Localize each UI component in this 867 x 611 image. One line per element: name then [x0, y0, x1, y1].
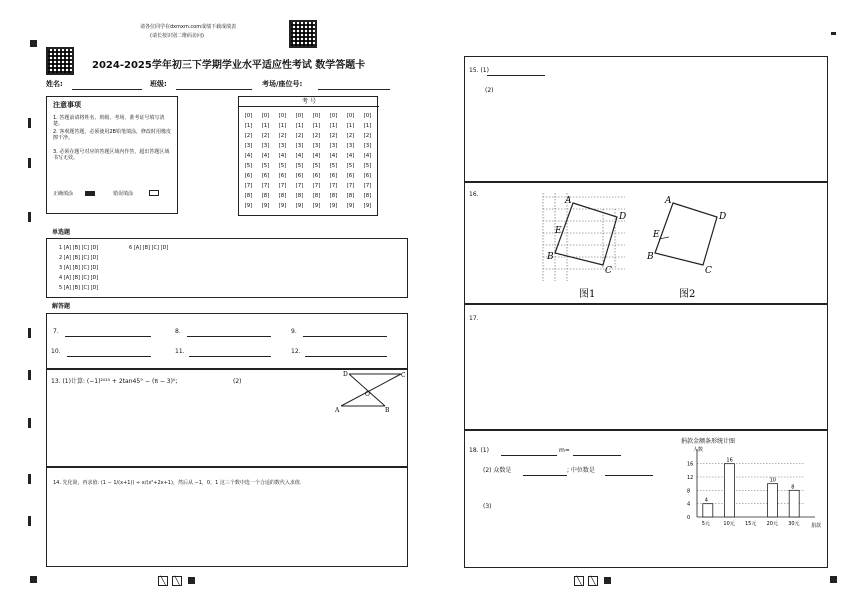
fig2-D: D: [719, 212, 727, 222]
q16-figures: [535, 189, 735, 305]
page-mark: ╲: [574, 576, 584, 586]
name-label: 姓名:: [46, 80, 63, 88]
q18-2b-label: ; 中位数是: [567, 467, 595, 474]
room-field[interactable]: [318, 89, 390, 90]
timing-mark: [28, 370, 31, 380]
q7-label: 7.: [53, 328, 59, 335]
q16-label: 16.: [469, 191, 479, 198]
timing-mark: [28, 516, 31, 526]
y-tick-label: 0: [687, 515, 691, 521]
q18-box[interactable]: [464, 430, 828, 568]
page-title: 2024-2025学年初三下学期学业水平适应性考试 数学答题卡: [92, 60, 366, 71]
class-field[interactable]: [176, 89, 252, 90]
q10-label: 10.: [51, 348, 61, 355]
fig2-A: A: [665, 196, 672, 206]
timing-mark: [28, 418, 31, 428]
wrong-fill-sample: [149, 190, 159, 196]
y-tick-label: 16: [687, 461, 694, 468]
corner-marker: [30, 576, 37, 583]
id-column[interactable]: [0] [1] [2] [3] [4] [5] [6] [7] [8] [9]: [261, 113, 270, 209]
notice-item-3: 3. 必须在题号对应的答题区域内作答，超出答题区域书写无效。: [53, 149, 170, 161]
fill-box: [46, 313, 408, 369]
q17-box[interactable]: [464, 304, 828, 430]
wrong-fill-label: 错误填涂: [113, 191, 134, 197]
class-label: 班级:: [150, 80, 167, 88]
page-mark: [604, 577, 611, 584]
q7-field[interactable]: [65, 336, 151, 337]
pt-O: O: [365, 391, 370, 398]
fig1-B: B: [547, 252, 554, 262]
q15-box[interactable]: [464, 56, 828, 182]
pt-C: C: [401, 372, 406, 379]
x-axis-label: 捐款: [811, 523, 822, 529]
q9-label: 9.: [291, 328, 297, 335]
mc-row-4[interactable]: 4 [A] [B] [C] [D]: [59, 275, 99, 281]
qr-code-top: [289, 20, 317, 48]
bar: [789, 490, 799, 517]
q13-figure: [335, 370, 407, 414]
q12-field[interactable]: [305, 356, 387, 357]
timing-mark: [28, 118, 31, 128]
q18-mode-field[interactable]: [523, 475, 567, 476]
pt-A: A: [335, 407, 340, 414]
mc-row-3[interactable]: 3 [A] [B] [C] [D]: [59, 265, 99, 271]
timing-mark: [28, 212, 31, 222]
fig1-A: A: [565, 196, 572, 206]
id-column[interactable]: [0] [1] [2] [3] [4] [5] [6] [7] [8] [9]: [346, 113, 355, 209]
corner-marker: [831, 32, 836, 35]
y-tick-label: 4: [687, 501, 691, 508]
id-column[interactable]: [0] [1] [2] [3] [4] [5] [6] [7] [8] [9]: [278, 113, 287, 209]
correct-fill-label: 正确填涂: [53, 191, 74, 197]
q11-label: 11.: [175, 348, 185, 355]
timing-mark: [28, 474, 31, 484]
q14-label: 14. 先化简，再求值: (1 − 1/(x+1)) ÷ x/(x²+2x+1)，然后从 −1，0，1 这三个数中选一个合适的数代入求值.: [53, 480, 302, 486]
x-tick-label: 20元: [766, 521, 778, 527]
corner-marker: [30, 40, 37, 47]
fig1-C: C: [605, 266, 612, 276]
q18-1-field-a[interactable]: [501, 455, 557, 456]
mc-box: [46, 238, 408, 298]
page-mark: ╲: [158, 576, 168, 586]
q18-m-label: m=: [559, 447, 570, 454]
x-tick-label: 30元: [788, 521, 800, 527]
q13-label: 13. (1)计算: (−1)²⁰²⁵ + 2tan45° − (π − 3)⁰;: [51, 378, 178, 385]
top-note-1: 请各位同学在dxmxm.com成绩下载成绩表: [140, 24, 237, 30]
q18-2a-label: (2) 众数是: [483, 467, 512, 474]
mc-title: 单选题: [52, 229, 71, 236]
q18-median-field[interactable]: [605, 475, 653, 476]
q18-3-label: (3): [483, 503, 492, 510]
q9-field[interactable]: [303, 336, 387, 337]
x-tick-label: 10元: [723, 521, 735, 527]
bar-value-label: 4: [704, 497, 708, 504]
bar-value-label: 16: [726, 457, 733, 464]
fig2-B: B: [647, 252, 654, 262]
id-column[interactable]: [0] [1] [2] [3] [4] [5] [6] [7] [8] [9]: [363, 113, 372, 209]
qr-code-left: [46, 47, 74, 75]
x-tick-label: 5元: [701, 521, 710, 527]
notice-item-2: 2. 客观题答题，必须使用2B铅笔填涂，修改时用橡皮擦干净。: [53, 129, 171, 141]
id-column[interactable]: [0] [1] [2] [3] [4] [5] [6] [7] [8] [9]: [312, 113, 321, 209]
bar: [724, 464, 734, 517]
notice-box: [46, 96, 178, 214]
q16-box[interactable]: [464, 182, 828, 304]
mc-row-2[interactable]: 2 [A] [B] [C] [D]: [59, 255, 99, 261]
q13-box[interactable]: [46, 369, 408, 467]
q15-1-label: 15. (1): [469, 67, 489, 74]
bar: [703, 504, 713, 517]
pt-D: D: [343, 371, 348, 378]
fig2-C: C: [705, 266, 712, 276]
y-tick-label: 8: [687, 488, 691, 495]
q8-label: 8.: [175, 328, 181, 335]
x-tick-label: 15元: [745, 521, 757, 527]
exam-id-grid: [238, 96, 378, 216]
chart-title: 捐款金额条形统计图: [681, 438, 736, 445]
mc-row-5[interactable]: 5 [A] [B] [C] [D]: [59, 285, 99, 291]
q10-field[interactable]: [67, 356, 151, 357]
top-note-2: (请长按识别二维码访问): [150, 33, 204, 39]
page-mark: ╲: [172, 576, 182, 586]
mc-row-1[interactable]: 1 [A] [B] [C] [D]: [59, 245, 99, 251]
fig1-E: E: [555, 226, 562, 236]
exam-id-header: 考 号: [239, 98, 379, 107]
bar-value-label: 8: [791, 484, 795, 491]
q18-1-label: 18. (1): [469, 447, 489, 454]
timing-mark: [28, 158, 31, 168]
q13-part2: (2): [233, 378, 242, 385]
notice-item-1: 1. 答题前请将姓名、班级、考场、准考证号填写清楚。: [53, 115, 165, 127]
id-column[interactable]: [0] [1] [2] [3] [4] [5] [6] [7] [8] [9]: [295, 113, 304, 209]
fig2-caption: 图2: [679, 289, 696, 300]
q14-box[interactable]: [46, 467, 408, 567]
q17-label: 17.: [469, 315, 479, 322]
timing-mark: [28, 328, 31, 338]
notice-title: 注意事项: [53, 101, 81, 109]
room-label: 考场/座位号:: [262, 80, 303, 88]
fig2-E: E: [653, 230, 660, 240]
correct-fill-sample: [85, 191, 95, 196]
fill-title: 解答题: [52, 303, 71, 310]
q18-1-field-m[interactable]: [573, 455, 621, 456]
q8-field[interactable]: [187, 336, 271, 337]
q15-2-label: (2): [485, 87, 494, 94]
corner-marker: [830, 576, 837, 583]
y-axis-label: 人数: [693, 447, 704, 453]
name-field[interactable]: [72, 89, 142, 90]
pt-B: B: [385, 407, 390, 414]
donation-bar-chart: [671, 435, 827, 529]
q15-1-field[interactable]: [487, 75, 545, 76]
fig1-D: D: [619, 212, 627, 222]
id-column[interactable]: [0] [1] [2] [3] [4] [5] [6] [7] [8] [9]: [329, 113, 338, 209]
page-mark: ╲: [588, 576, 598, 586]
page-mark: [188, 577, 195, 584]
fig1-caption: 图1: [579, 289, 596, 300]
y-tick-label: 12: [687, 475, 694, 481]
mc-row-6[interactable]: 6 [A] [B] [C] [D]: [129, 245, 169, 251]
q12-label: 12.: [291, 348, 301, 355]
id-column[interactable]: [0] [1] [2] [3] [4] [5] [6] [7] [8] [9]: [244, 113, 253, 209]
bar-value-label: 10: [769, 477, 776, 484]
q11-field[interactable]: [189, 356, 271, 357]
bar: [768, 484, 778, 517]
